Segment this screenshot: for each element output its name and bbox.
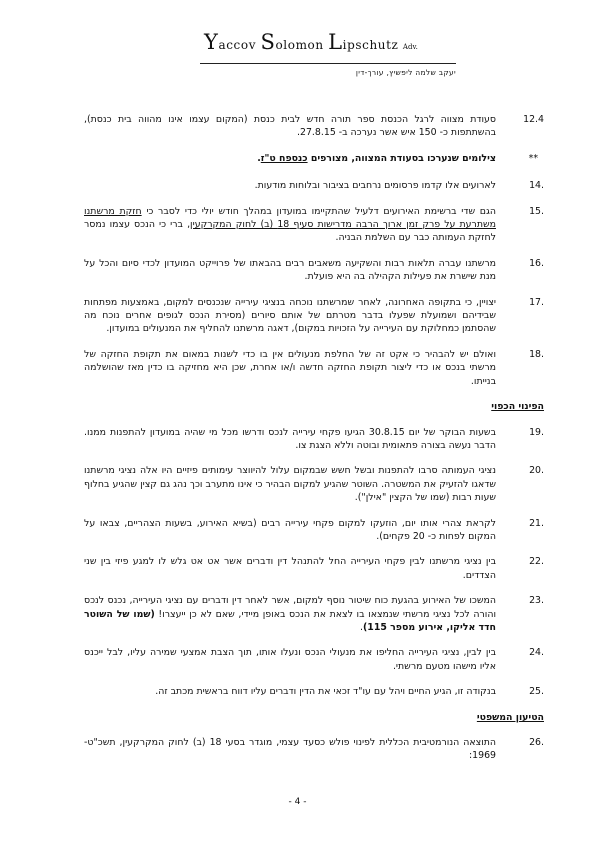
officer-details: (שמו של השוטר חדד אליקו, אירוע מספר 115) — [84, 608, 496, 633]
letterhead-divider — [200, 63, 456, 64]
letterhead-suffix: Adv. — [402, 43, 418, 51]
paragraph-23 — [84, 594, 544, 634]
paragraph-number: 18. — [529, 348, 544, 360]
paragraph-number: 22. — [529, 556, 544, 568]
exhibit-reference: כנספח ט"ז — [260, 152, 308, 164]
paragraph-text: הגם שדי ברשימת האירועים דלעיל שהתקיימו במועדון במהלך חודש יולי כדי לסבר כי חזקת מרשתנו משתרעת על פרק זמן ארוך הרבה מדרישות סעיף 18 (ב) לחוק המקרקעין, ברי כי הנכס עצמו נמסר לחזקת העמותה כבר עם השלמת הבניה. — [84, 205, 496, 244]
paragraph-16 — [84, 257, 544, 284]
paragraph-number: 15. — [529, 205, 544, 217]
paragraph-25 — [84, 685, 544, 698]
paragraph-17 — [84, 296, 544, 336]
letterhead-name: Yaccov Solomon Lipschutz Adv. — [204, 30, 418, 54]
paragraph-number: 19. — [529, 426, 544, 438]
paragraph-number: 21. — [529, 517, 544, 529]
paragraph-number: 25. — [529, 686, 544, 698]
paragraph-12-4 — [84, 113, 544, 140]
paragraph-text: בשעות הבוקר של יום 30.8.15 הגיעו פקחי עירייה לנכס ודרשו מכל מי שהיה במועדון להתפנות ממנו. הדבר נעשה בצורה פתאומית ובוטה וללא הצגת צו. — [84, 426, 496, 451]
paragraph-text: המשכו של האירוע בהגעת כוח שיטור נוסף למקום, אשר לאחר דין ודברים עם נציגי העירייה, נכנס לנכס והורה לכל נציגי מרשתי שנמצאו בו לצאת את הנכס באופן מיידי, שאם לא כן ייעצרו! (שמו של השוטר חדד אליקו, אירוע מספר 115). — [84, 595, 496, 633]
paragraph-26 — [84, 736, 544, 763]
paragraph-text: בנקודה זו, הגיע החיים ויהל עם עו"ד זכאי את הדין ודברים עליו דווח בראשית מכתב זה. — [155, 686, 496, 698]
exhibit-note-text: צילומים שנערכו בסעודת המצווה, מצורפים כנספח ט"ז. — [257, 152, 496, 164]
paragraph-number: 14. — [529, 180, 544, 192]
paragraph-number: 20. — [529, 465, 544, 477]
paragraph-number: 16. — [529, 257, 544, 269]
paragraph-text: ואולם יש להבהיר כי אקט זה של החלפת מנעולים אין בו כדי לשנות במאום את תקופת החזקה של מרשתי בנכס או כדי ליצור תקופת החזקה חדשה ו/או אחרת, שכן היא מחזיקה בו כדין מאז שהושלמה בנייתו. — [84, 348, 496, 387]
paragraph-20 — [84, 464, 544, 504]
section-heading-forced-eviction: הפינוי הכפוי — [491, 401, 544, 413]
paragraph-text: בין נציגי מרשתנו לבין פקחי העירייה החל להתנהל דין ודברים אשר אט אט גלש לו למגע פיזי בין שני הצדדים. — [84, 556, 496, 581]
paragraph-text: מרשתנו עברה תלאות רבות והשקיעה משאבים רבים בהבאתו של פרוייקט המועדון לכדי סיום והכל על מנת שישרת את פעילות הקהילה בה היא פועלת. — [84, 257, 496, 283]
paragraph-24 — [84, 646, 544, 673]
paragraph-text: התוצאה הנורמטיבית הכללית לפינוי פולש כסעד עצמי, מוגדר בסעי 18 (ב) לחוק המקרקעין, תשכ"ט- 1969: — [84, 737, 497, 762]
paragraph-14 — [84, 179, 544, 192]
paragraph-18 — [84, 348, 544, 388]
paragraph-number: 12.4 — [523, 114, 544, 125]
exhibit-note — [84, 152, 544, 165]
page-number: - 4 - — [288, 797, 307, 807]
paragraph-text: לקראת צהרי אותו יום, הוזעקו למקום פקחי עירייה רבים (בשיא האירוע, בשעות הצהריים, צבאו על המקום לפחות כ- 20 פקחים). — [84, 517, 496, 542]
paragraph-22 — [84, 555, 544, 582]
paragraph-19 — [84, 426, 544, 453]
section-heading-legal-argument: הטיעון המשפטי — [476, 711, 544, 723]
paragraph-number: 17. — [529, 296, 544, 308]
paragraph-text: נציגי העמותה סרבו להתפנות ובשל חשש שבמקום עלול להיווצר עימותים פיזיים היו אלה נציגי מרשתנו שדאגו להזעיק את המשטרה. השוטר שהגיע למקום הבהיר כי אינו מתערב וכך נהג גם קצין שהגיע בחלוף שעות רבות (שמו של הקצין "אילן"). — [84, 465, 496, 504]
paragraph-text: לארועים אלו קדמו פרסומים נרחבים בציבור ובלוחות מודעות. — [254, 180, 496, 192]
paragraph-number: 26. — [529, 737, 544, 748]
paragraph-15 — [84, 205, 544, 245]
paragraph-text: בין לבין, נציגי העירייה החליפו את מנעולי הנכס ונעלו אותו, תוך הצבת אמצעי שמירה עליו, לבל ייכנס אליו מישהו מטעם מרשתי. — [84, 647, 496, 672]
document-body — [84, 113, 544, 775]
paragraph-21 — [84, 517, 544, 544]
paragraph-number: 23. — [529, 595, 544, 607]
paragraph-text: יצויין, כי בתקופה האחרונה, לאחר שמרשתנו נוכחה בנציגי עירייה שנכנסים למקום, באמצעות מפתחות שבידיהם ושמועלת שפעלו בדבר מטרתם של אותם סיורים (מסירת הנכס לגופים אחרים נוכח מה שהסתמן כמחלוקת עם העירייה על הזכויות במקום), דאגה מרשתנו להחליף את המנעולים במועדון. — [84, 296, 496, 335]
paragraph-number: 24. — [529, 647, 544, 659]
paragraph-text: סעודת מצווה לרגל הכנסת ספר תורה חדש לבית כנסת (המקום עצמו אינו מהווה בית כנסת), בהשתתפות כ- 150 איש אשר נערכה ב- 27.8.15. — [84, 114, 496, 139]
asterisks: ** — [528, 152, 538, 164]
underlined-clause: חזקת מרשתנו משתרעת על פרק זמן ארוך הרבה מדרישות סעיף 18 (ב) לחוק המקרקעין — [84, 205, 496, 231]
letterhead — [0, 30, 595, 80]
letterhead-hebrew: יעקב שלמה ליפשיץ, עורך-דין — [355, 68, 456, 77]
